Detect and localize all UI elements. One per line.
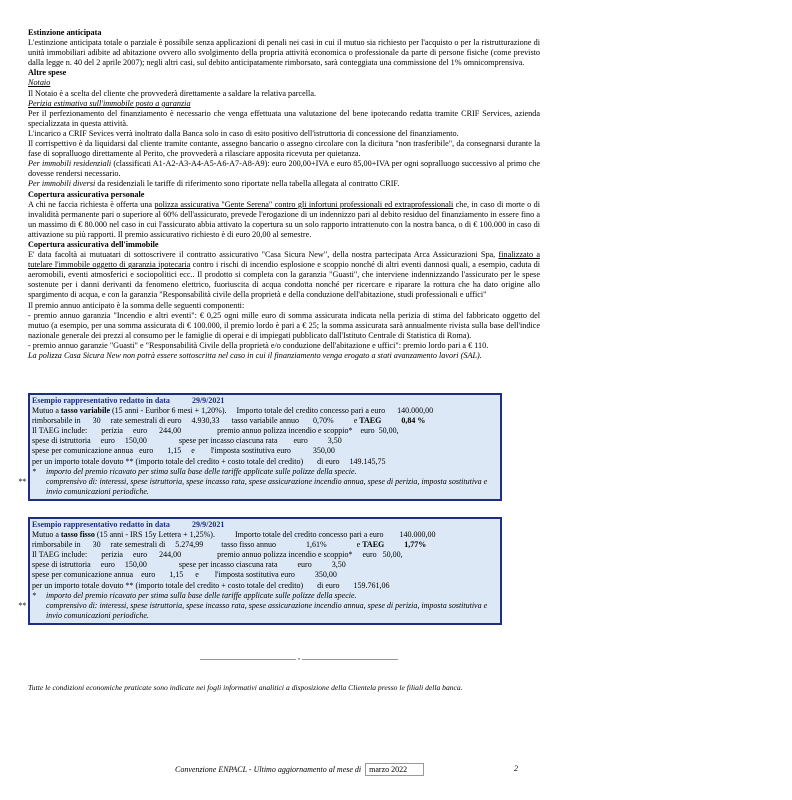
example-box-variable	[18, 393, 502, 501]
assicurativa-pre: A chi ne faccia richiesta è offerta una	[28, 199, 155, 209]
assicurativa-post: che, in caso di morte o di invalidità permanente pari o superiore al 60% dell'assicurato, prevede l'erogazione di un indennizzo pari al debito residuo del finanziamento in essere fino a un massimo di € 80.000 nel caso in cui l'assicurato abbia attivato la copertura su un solo rapporto intrattenuto con la nostra banca, o di € 100.000 in caso di attivazione su più rapporti. Il premio assicurativo richiesto è di euro 20,00 al semestre.	[28, 199, 540, 239]
footnote: Tutte le condizioni economiche praticate sono indicate nei fogli informativi analitici a disposizione della Clientela presso le filiali della banca.	[28, 683, 463, 692]
immobile-pre: E' data facoltà ai mutuatari di sottoscrivere il contratto assicurativo "Casa Sicura New", della nostra partecipata Arca Assicurazioni Spa,	[28, 250, 499, 260]
premio-note: La polizza Casa Sicura New non potrà essere sottoscritta nel caso in cui il finanziamento venga erogato a stati avanzamento lavori (SAL).	[28, 351, 482, 360]
label-residenziali: Per immobili residenziali	[28, 159, 112, 169]
document-body	[28, 28, 540, 361]
box-line-3: Il TAEG include: perizia euro 244,00 premio annuo polizza incendio e scoppio* euro 50,00,	[32, 550, 403, 560]
box-title: Esempio rappresentativo redatto in data 29/9/2021	[32, 520, 225, 529]
paragraph-estinzione: L'estinzione anticipata totale o parziale è possibile senza applicazioni di penali nei casi in cui il mutuo sia richiesto per l'acquisto o per la ristrutturazione di unità immobiliari adibite ad abitazione ovvero allo svolgimento della propria attività economica o professionale da parte di persone fisiche (come previsto dalla legge n. 40 del 2 aprile 2007); negli altri casi, sul debito anticipatamente rimborsato, sarà conteggiata una commissione del 1% omnicomprensiva.	[28, 38, 540, 68]
box-line-5: spese per comunicazione annua euro 1,15 e l'imposta sostitutiva euro 350,00	[32, 570, 337, 580]
box-note-1: * importo del premio ricavato per stima sulla base delle tariffe applicate sulle polizze della specie.	[32, 466, 357, 476]
box-line-1: Mutuo a tasso variabile (15 anni - Euribor 6 mesi + 1,20%). Importo totale del credito concesso pari a euro 140.000,00	[32, 406, 434, 416]
section-title-assicurativa: Copertura assicurativa personale	[28, 189, 145, 199]
section-title-altre-spese: Altre spese	[28, 68, 67, 78]
paragraph-notaio: Il Notaio è a scelta del cliente che provvederà direttamente a saldare la relativa parcella.	[28, 88, 316, 98]
subtitle-perizia: Perizia estimativa sull'immobile posto a garanzia	[28, 98, 191, 108]
page-number: 2	[514, 764, 518, 773]
paragraph-perizia-3: Il corrispettivo è da liquidarsi dal cliente tramite contante, assegno bancario o assegno circolare con la dicitura "non trasferibile", da consegnarsi durante la fase di sopralluogo direttamente al Perito, che provvederà a rilasciare apposita ricevuta per quietanza.	[28, 139, 540, 159]
paragraph-perizia-1: Per il perfezionamento del finanziamento è necessario che venga effettuata una valutazione del bene ipotecando redatta tramite CRIF Services, azienda specializzata in questa attività.	[28, 108, 540, 128]
paragraph-diversi	[28, 179, 540, 189]
box-line-2: rimborsabile in 30 rate semestrali di euro 4.930,33 tasso variabile annuo 0,70% e TAEG 0,84 %	[32, 416, 426, 426]
paragraph-assicurativa	[28, 200, 540, 240]
box-note-1: * importo del premio ricavato per stima sulla base delle tariffe applicate sulle polizze della specie.	[32, 590, 357, 600]
box-line-6: per un importo totale dovuto ** (importo totale del credito + costo totale del credito) di euro 149.145,75	[32, 456, 386, 466]
page-footer	[175, 763, 424, 776]
paragraph-residenziali	[28, 159, 540, 179]
footer-text: Convenzione ENPACL - Ultimo aggiornamento al mese di	[175, 765, 362, 774]
box-note-2: ** comprensivo di: interessi, spese istruttoria, spese incasso rata, spese assicurazione incendio annua, spese di perizia, imposta sostitutiva e invio comunicazioni periodiche.	[18, 600, 488, 620]
footer-month: marzo 2022	[365, 763, 424, 776]
example-box-fixed	[18, 517, 502, 625]
text-diversi: da residenziali le tariffe di riferimento sono riportate nella tabella allegata al contratto CRIF.	[95, 179, 400, 189]
box-line-4: spese di istruttoria euro 150,00 spese per incasso ciascuna rata euro 3,50	[32, 436, 342, 446]
box-line-5: spese per comunicazione annua euro 1,15 e l'imposta sostitutiva euro 350,00	[32, 446, 335, 456]
label-diversi: Per immobili diversi	[28, 179, 96, 189]
box-note-2: ** comprensivo di: interessi, spese istruttoria, spese incasso rata, spese assicurazione incendio annua, spese di perizia, imposta sostitutiva e invio comunicazioni periodiche.	[18, 476, 488, 496]
premio-item-2: - premio annuo garanzie "Guasti" e "Responsabilità Civile della proprietà e/o conduzione dell'abitazione e uffici": premio lordo pari a € 110.	[28, 340, 489, 350]
section-title-immobile: Copertura assicurativa dell'immobile	[28, 239, 159, 249]
box-line-1: Mutuo a tasso fisso (15 anni - IRS 15y Lettera + 1,25%). Importo totale del credito concesso pari a euro 140.000,00	[32, 530, 436, 540]
box-line-3: Il TAEG include: perizia euro 244,00 premio annuo polizza incendio e scoppio* euro 50,00,	[32, 426, 399, 436]
box-title: Esempio rappresentativo redatto in data 29/9/2021	[32, 396, 225, 405]
paragraph-immobile	[28, 250, 540, 300]
signature-line: ________________________ , ________________________	[200, 652, 398, 661]
subtitle-notaio: Notaio	[28, 78, 51, 88]
box-line-6: per un importo totale dovuto ** (importo totale del credito + costo totale del credito) di euro 159.761,06	[32, 580, 390, 590]
premio-intro: Il premio annuo anticipato è la somma delle seguenti componenti:	[28, 300, 245, 310]
text-residenziali: (classificati A1-A2-A3-A4-A5-A6-A7-A8-A9): euro 200,00+IVA e euro 85,00+IVA per ogni sopralluogo successivo al primo che dovesse rendersi necessario.	[28, 159, 540, 179]
box-line-2: rimborsabile in 30 rate semestrali di 5.274,99 tasso fisso annuo 1,61% e TAEG 1,77%	[32, 540, 427, 550]
box-line-4: spese di istruttoria euro 150,00 spese per incasso ciascuna rata euro 3,50	[32, 560, 346, 570]
immobile-link: finalizzato a tutelare l'immobile oggetto di garanzia ipotecaria	[28, 250, 540, 270]
paragraph-perizia-2: L'incarico a CRIF Sevices verrà inoltrato dalla Banca solo in caso di esito positivo dell'istruttoria di concessione del finanziamento.	[28, 128, 459, 138]
premio-item-1: - premio annuo garanzia "Incendio e altri eventi": € 0,25 ogni mille euro di somma assicurata indicata nella perizia di stima del fabbricato oggetto del mutuo (a esempio, per una somma assicurata di € 100.000, il premio lordo è pari a € 25; la somma assicurata sarà annualmente rivista sulla base dell'indice nazionale generale dei prezzi al consumo per le famiglie di operai e di impiegati pubblicato dall'Istituto Centrale di Statistica di Roma).	[28, 310, 540, 340]
immobile-post: contro i rischi di incendio esplosione e scoppio nonché di altri eventi dannosi quali, a esempio, caduta di aeromobili, eventi atmosferici e sociopolitici ecc.. Il prodotto si completa con la garanzia "Guasti", che interviene indennizzando l'assicurato per le spese sostenute per i danni derivanti da fenomeno elettrico, fuoriuscita di acqua condotta nonché per ricercare e riparare la rottura che ha dato origine allo spargimento di acqua, e con la garanzia "Responsabilità civile della proprietà e della conduzione dell'abitazione, studi professionali e uffici"	[28, 260, 540, 300]
assicurativa-link: polizza assicurativa "Gente Serena" contro gli infortuni professionali ed extraprofessionali	[154, 199, 454, 209]
section-title-estinzione: Estinzione anticipata	[28, 28, 102, 37]
